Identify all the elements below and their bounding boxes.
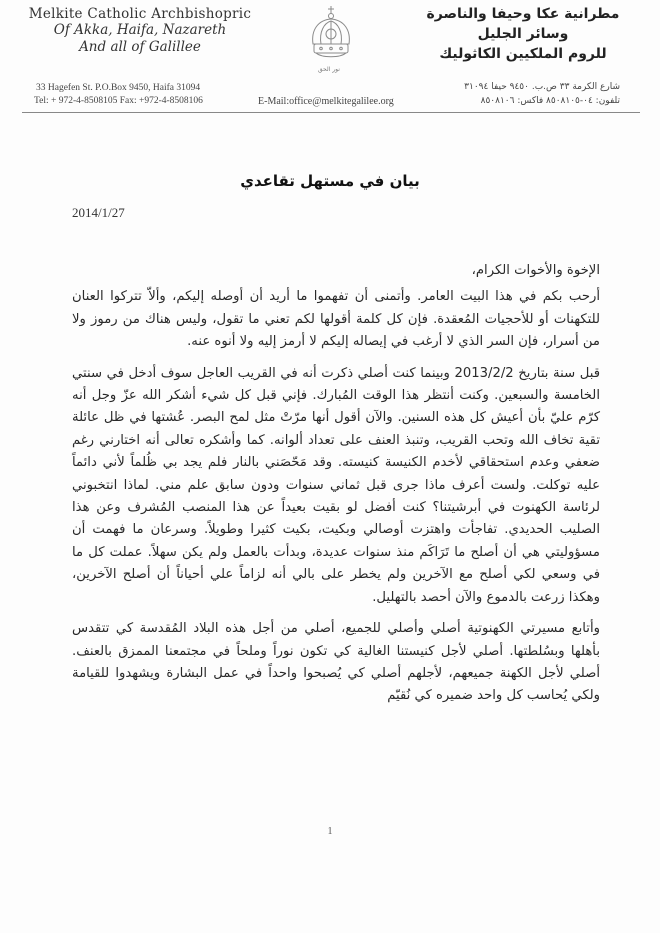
org-denomination-arabic: للروم الملكيين الكاثوليك [439, 46, 607, 62]
letterhead-english [20, 6, 260, 56]
phone-fax-arabic: تلفون: ٠٤-٨٥٠٨١٠٥ فاكس: ٨٥٠٨١٠٦ [480, 96, 620, 106]
org-name-arabic: مطرانية عكا وحيفا والناصرة [426, 6, 620, 22]
header-divider [22, 112, 640, 113]
greeting: الإخوة والأخوات الكرام، [471, 263, 600, 278]
org-region-english-2: And all of Galillee [79, 39, 201, 55]
document-title: بيان في مستهل تقاعدي [240, 172, 420, 190]
address-english [34, 82, 203, 106]
paragraph-3: وأتابع مسيرتي الكهنوتية أصلي وأصلي للجميع، أصلي من أجل هذه البلاد المُقدسة كي تتقدس بأهلها وبسُلطتها. أصلي لأجل كنيستنا الغالية كي تكون نوراً وملحاً في مجتمعنا الممزق بالعنف. أصلي لأجل الكهنة جميعهم، لأجلهم أصلي كي يُصبحوا واحداً في عمل البشارة ويشهدوا للقيامة ولكي يُحاسب كل واحد ضميره كي نُقيّم [72, 621, 600, 704]
org-name-english: Melkite Catholic Archbishopric [28, 6, 252, 22]
phone-fax-english: Tel: + 972-4-8508105 Fax: +972-4-8508106 [34, 96, 203, 106]
crest-caption: نور الحق [318, 66, 340, 73]
org-region-arabic: وسائر الجليل [477, 26, 569, 42]
crown-crest-icon [308, 4, 354, 74]
paragraph-1: أرحب بكم في هذا البيت العامر. وأتمنى أن تفهموا ما أريد أن أوصله إليكم، وألاّ تتركوا العنان للتكهنات أو للأحجيات المُعقدة. فإن كل كلمة أقولها لكم تعني ما تقول، وليس هناك من رموز ولا من أسرار، فإن السر الذي لا أرغب في إيصاله إليكم لا أرمز إليه ولا أنوه عنه. [72, 289, 600, 350]
document-date: 2014/1/27 [72, 205, 125, 220]
letter-body [72, 260, 600, 717]
org-region-english: Of Akka, Haifa, Nazareth [53, 22, 227, 38]
paragraph-2: قبل سنة بتاريخ 2013/2/2 وبينما كنت أصلي ذكرت أنه في القريب العاجل سوف أدخل في سنتي الخامسة والسبعين. وكنت أنتظر هذا الوقت المُبارك. فإني قبل كل شيء أشكر الله عزّ وجل أنه كرّم عليّ بأن أعيش كل هذه السنين. والآن أقول أنها مرّتْ مثل لمح البصر. عُشتها في ظل عائلة تقية تخاف الله وتحب القريب، وتنبذ العنف على تعداد ألوانه. كما وأشكره تعالى أنه اختارني رغم ضعفي وعدم استحقاقي لأخدم الكنيسة كنيسته. وقد مَحّصَني بالنار فلم يجد بي ظُلماً لأني دائماً عليه توكلت. ولست أعرف ماذا جرى قبل ثماني سنوات ودون سابق علم مني. لماذا انتخبوني لرئاسة الكهنوت في أبرشيتنا؟ كنت أفضل لو بقيت بعيداً عن هذا المنصب المُشرف وعن هذا الصليب الحديدي. تفاجأت واهتزت أوصالي وبكيت، بكيت كثيرا وطويلاً. وسرعان ما فهمت أن مسؤوليتي هي أن أصلح ما تَرَاكَم منذ سنوات عديدة، وبدأت بالعمل ولم يكن سهلاً. عملت كل ما في وسعي لكي أصلح مع الآخرين ولم يخطر على بالي أنه لزاماً علي أحياناً أن أصلح الآخرين، وهكذا زرعت بالدموع والآن أحصد بالتهليل. [72, 365, 600, 605]
street-address: 33 Hagefen St. P.O.Box 9450, Haifa 31094 [36, 83, 201, 93]
address-arabic [464, 80, 620, 108]
page-number: 1 [327, 826, 333, 837]
letterhead-arabic [408, 4, 638, 64]
street-address-arabic: شارع الكرمة ٣٣ ص.ب. ٩٤٥٠ حيفا ٣١٠٩٤ [464, 82, 620, 92]
email-address: E-Mail:office@melkitegalilee.org [258, 96, 394, 107]
